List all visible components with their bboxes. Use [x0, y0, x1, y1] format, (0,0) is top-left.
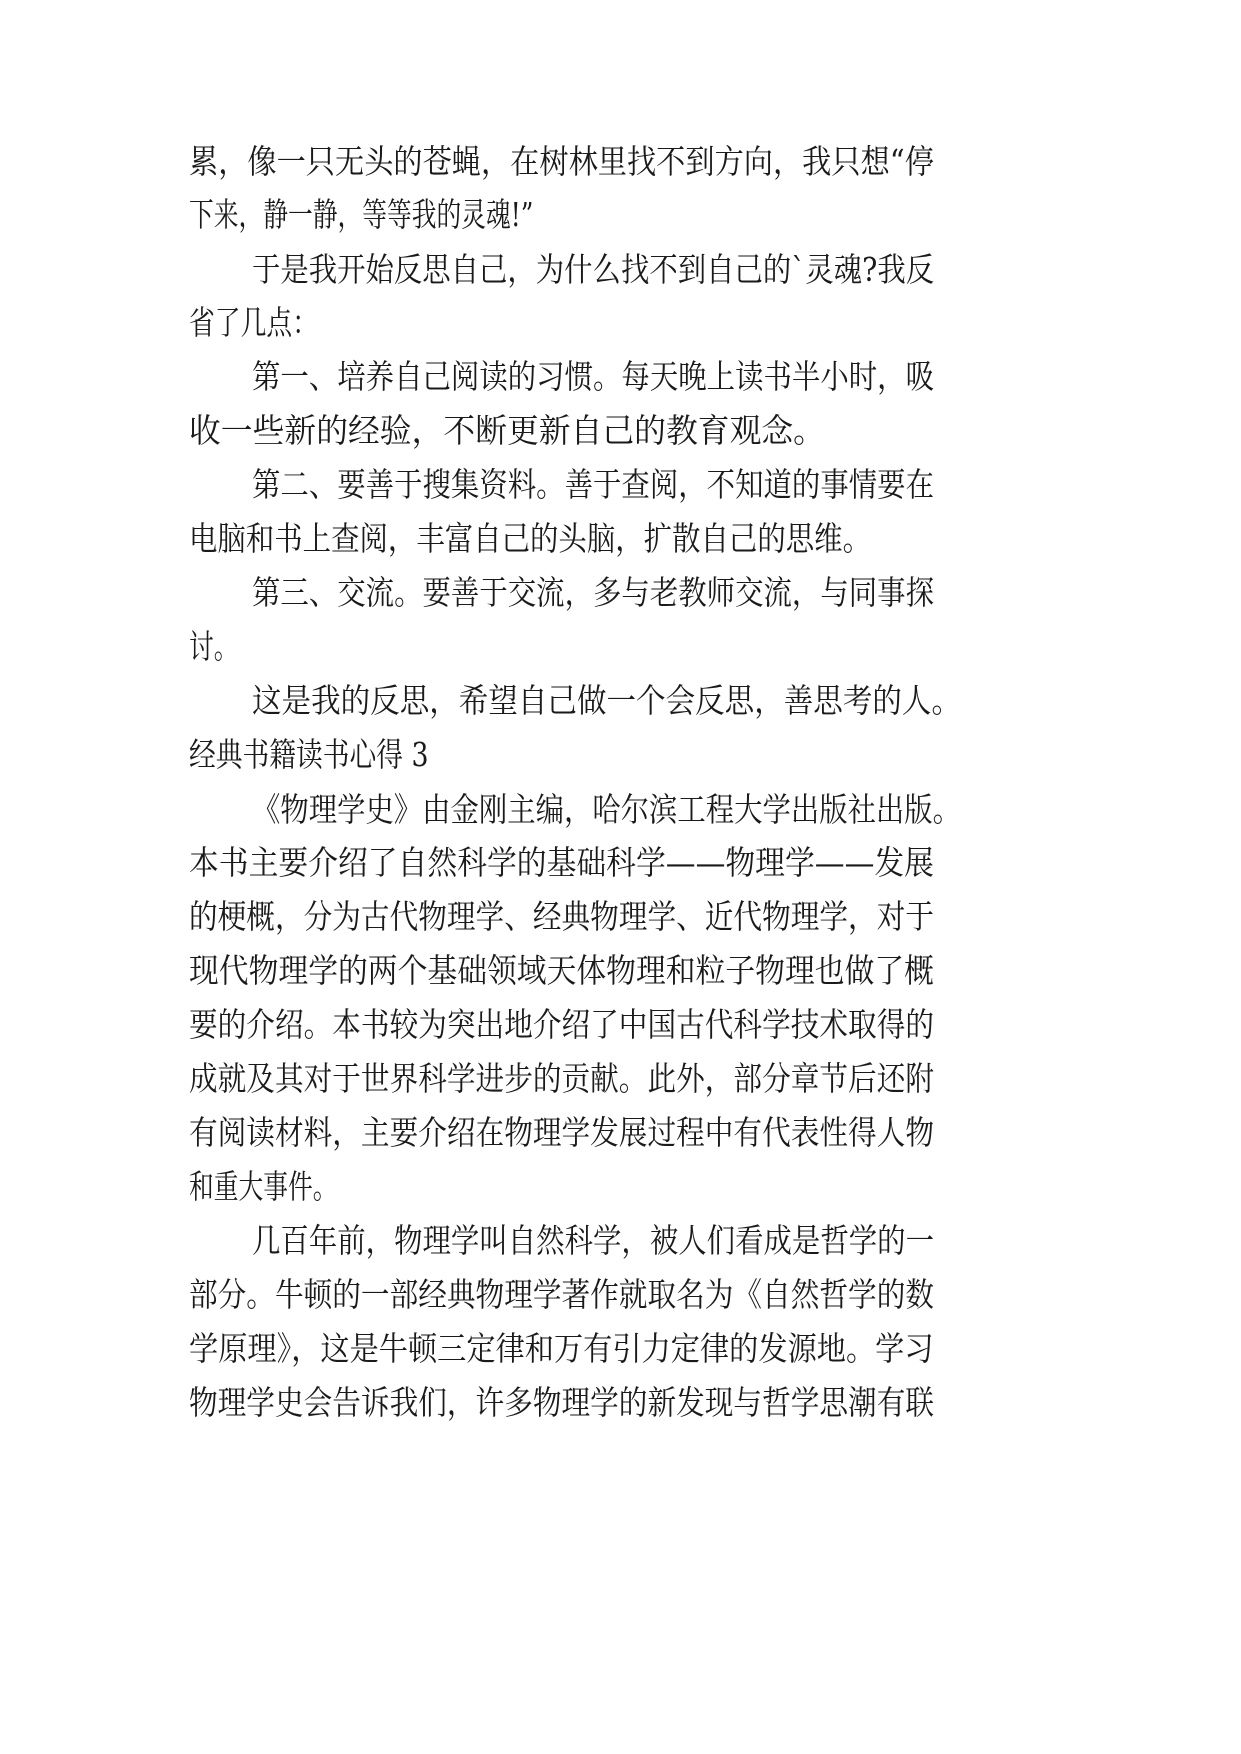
text-line-content: 这是我的反思，希望自己做一个会反思，善思考的人。: [252, 681, 961, 720]
text-line: [0, 838, 1241, 888]
text-line: [0, 1216, 1241, 1266]
text-line-content: 有阅读材料，主要介绍在物理学发展过程中有代表性得人物: [189, 1113, 935, 1152]
text-line: [0, 190, 1241, 240]
text-line: [0, 1054, 1241, 1104]
text-line-content: 要的介绍。本书较为突出地介绍了中国古代科学技术取得的: [189, 1005, 935, 1044]
text-line: [0, 622, 1241, 672]
text-line-content: 省了几点：: [189, 303, 318, 342]
text-line: [0, 406, 1241, 456]
text-line-content: 现代物理学的两个基础领域天体物理和粒子物理也做了概: [189, 951, 934, 990]
text-line-content: 第二、要善于搜集资料。善于查阅，不知道的事情要在: [252, 465, 934, 504]
text-line: [0, 1162, 1241, 1212]
text-line: [0, 137, 1241, 187]
text-line-content: 部分。牛顿的一部经典物理学著作就取名为《自然哲学的数: [189, 1275, 935, 1314]
text-line-content: 几百年前，物理学叫自然科学，被人们看成是哲学的一: [252, 1221, 934, 1260]
text-line-content: 和重大事件。: [189, 1167, 338, 1206]
text-line: [0, 352, 1241, 402]
text-line-content: 第一、培养自己阅读的习惯。每天晚上读书半小时，吸: [252, 357, 934, 396]
section-heading: [0, 730, 1241, 780]
text-line-content: 累，像一只无头的苍蝇，在树林里找不到方向，我只想“停: [189, 142, 934, 181]
section-heading-text: 经典书籍读书心得 3: [189, 735, 429, 774]
text-line: [0, 1270, 1241, 1320]
text-line: [0, 568, 1241, 618]
text-line-content: 第三、交流。要善于交流，多与老教师交流，与同事探: [252, 573, 934, 612]
text-line-content: 学原理》，这是牛顿三定律和万有引力定律的发源地。学习: [189, 1329, 934, 1368]
text-line: [0, 946, 1241, 996]
text-line-content: 成就及其对于世界科学进步的贡献。此外，部分章节后还附: [189, 1059, 935, 1098]
text-line-content: 本书主要介绍了自然科学的基础科学——物理学——发展: [189, 843, 934, 882]
text-line: [0, 245, 1241, 295]
text-line: [0, 1378, 1241, 1428]
text-line-content: 电脑和书上查阅，丰富自己的头脑，扩散自己的思维。: [189, 519, 871, 558]
text-line-content: 下来，静一静，等等我的灵魂!”: [189, 195, 534, 234]
text-line: [0, 1108, 1241, 1158]
text-line: [0, 460, 1241, 510]
text-line-content: 的梗概，分为古代物理学、经典物理学、近代物理学，对于: [189, 897, 935, 936]
text-line-content: 收一些新的经验，不断更新自己的教育观念。: [189, 411, 825, 450]
text-line: [0, 892, 1241, 942]
text-line: [0, 1000, 1241, 1050]
text-line: [0, 1324, 1241, 1374]
text-line-content: 于是我开始反思自己，为什么找不到自己的`灵魂?我反: [252, 250, 935, 289]
text-line: [0, 514, 1241, 564]
text-line-content: 物理学史会告诉我们，许多物理学的新发现与哲学思潮有联: [189, 1383, 935, 1422]
text-line: [0, 298, 1241, 348]
text-line: [0, 785, 1241, 835]
text-line-content: 《物理学史》由金刚主编，哈尔滨工程大学出版社出版。: [252, 790, 962, 829]
text-line-content: 讨。: [189, 627, 239, 666]
text-line: [0, 676, 1241, 726]
